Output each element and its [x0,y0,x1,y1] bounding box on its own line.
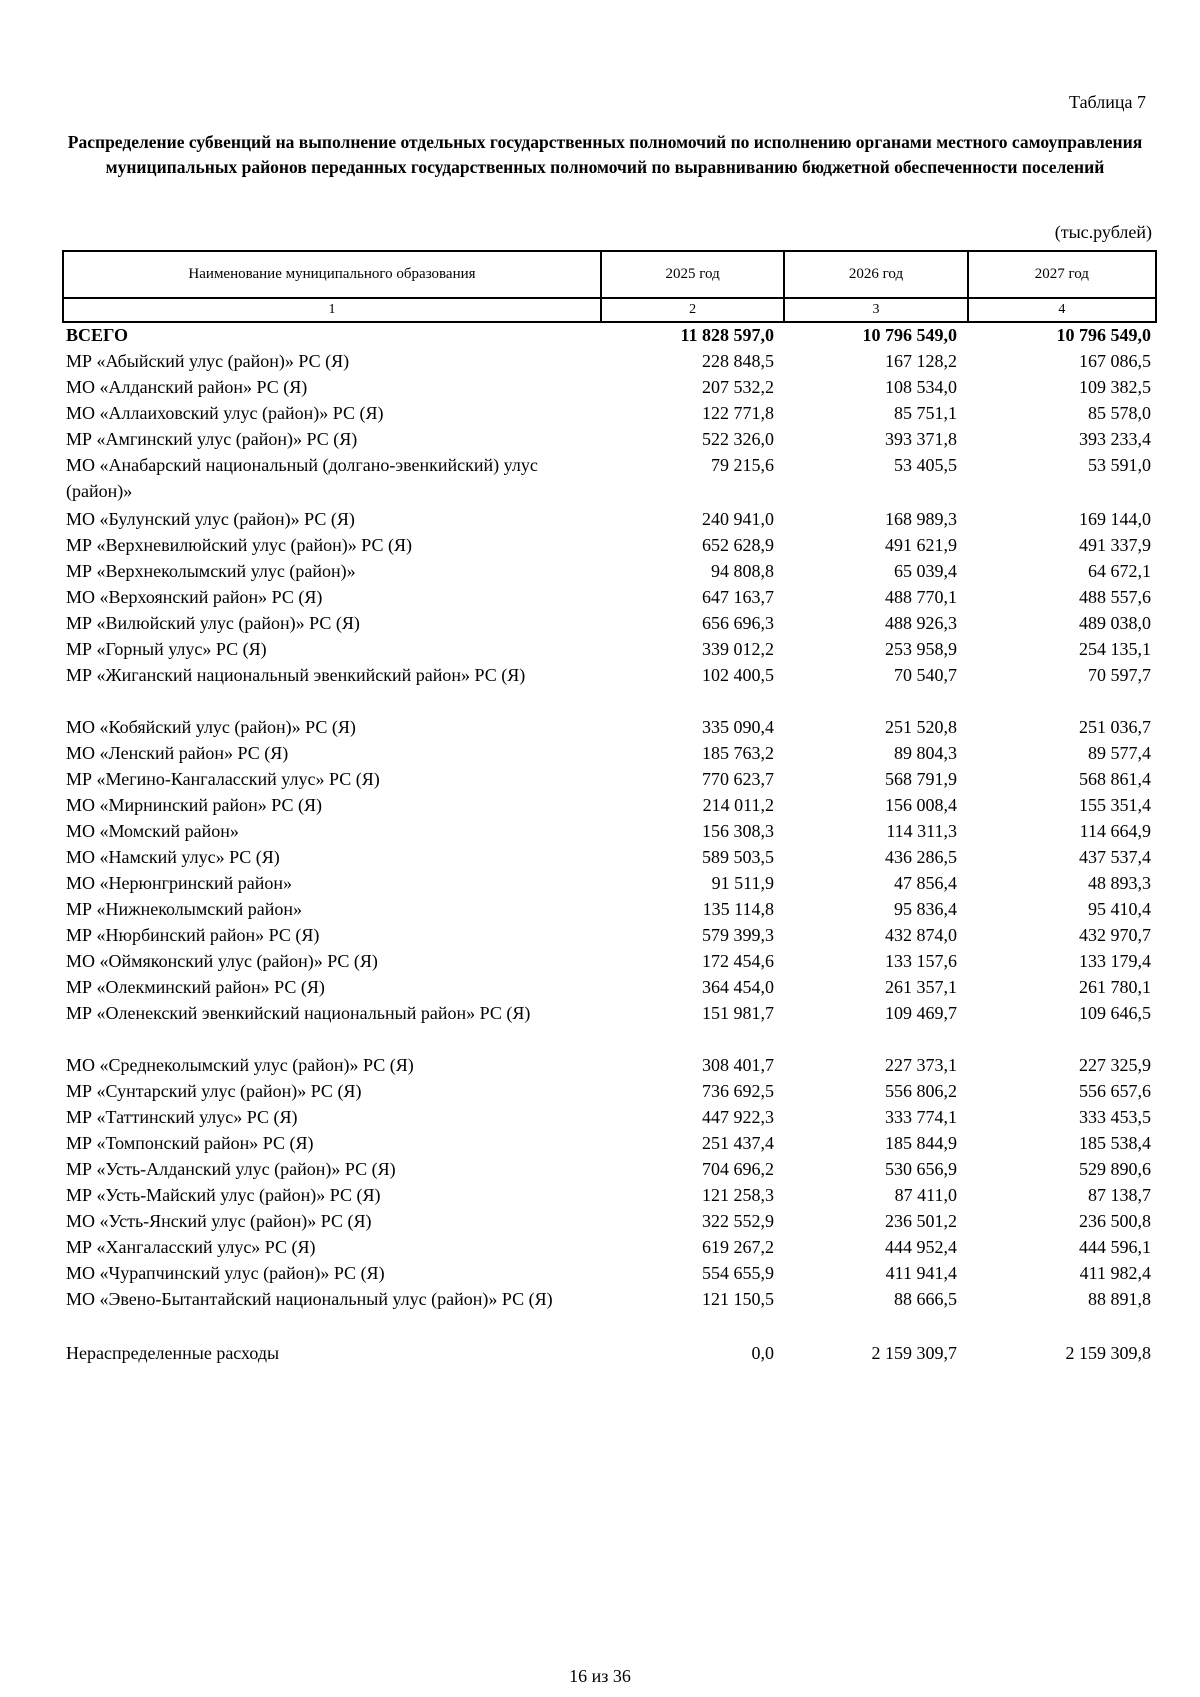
value-2027: 85 578,0 [1088,403,1151,423]
value-2025: 335 090,4 [702,717,774,737]
table-row [62,792,1157,818]
value-2026: 85 751,1 [894,403,957,423]
column-header-2025: 2025 год [601,251,784,298]
row-name: МО «Булунский улус (район)» РС (Я) [66,509,355,529]
value-2027: 411 982,4 [1079,1263,1151,1283]
table-row [62,1208,1157,1234]
value-2025: 589 503,5 [702,847,774,867]
table-row [62,766,1157,792]
value-2027: 489 038,0 [1079,613,1151,633]
value-2026: 393 371,8 [885,429,957,449]
value-2027: 169 144,0 [1079,509,1151,529]
row-name: МР «Вилюйский улус (район)» РС (Я) [66,613,360,633]
row-name: МО «Момский район» [66,821,239,841]
table-row [62,636,1157,662]
value-2027: 529 890,6 [1079,1159,1151,1179]
value-2027: 393 233,4 [1079,429,1151,449]
value-2026: 436 286,5 [885,847,957,867]
value-2025: 0,0 [751,1343,774,1363]
table-body [62,322,1157,1366]
value-2026: 253 958,9 [885,639,957,659]
page-number: 16 из 36 [569,1666,631,1686]
value-2027: 155 351,4 [1079,795,1151,815]
value-2026: 109 469,7 [885,1003,957,1023]
table-row [62,1260,1157,1286]
row-name: МО «Усть-Янский улус (район)» РС (Я) [66,1211,372,1231]
row-name: МР «Усть-Алданский улус (район)» РС (Я) [66,1159,396,1179]
row-name: МР «Мегино-Кангаласский улус» РС (Я) [66,769,380,789]
value-2026: 65 039,4 [894,561,957,581]
row-name: МО «Среднеколымский улус (район)» РС (Я) [66,1055,414,1075]
value-2025: 579 399,3 [702,925,774,945]
value-2027: 114 664,9 [1079,821,1151,841]
value-2026: 556 806,2 [885,1081,957,1101]
value-2026: 70 540,7 [894,665,957,685]
value-2025: 656 696,3 [702,613,774,633]
value-2025: 554 655,9 [702,1263,774,1283]
value-2026: 530 656,9 [885,1159,957,1179]
value-2026: 156 008,4 [885,795,957,815]
value-2027: 556 657,6 [1079,1081,1151,1101]
table-label: Таблица 7 [1069,92,1146,112]
table-row [62,506,1157,532]
value-2025: 91 511,9 [711,873,774,893]
value-2025: 79 215,6 [711,455,774,475]
value-2027: 444 596,1 [1079,1237,1151,1257]
value-2026: 89 804,3 [894,743,957,763]
value-2025: 121 258,3 [702,1185,774,1205]
value-2027: 95 410,4 [1088,899,1151,919]
value-2027: 261 780,1 [1079,977,1151,997]
units-label: (тыс.рублей) [1054,222,1152,242]
table-row [62,558,1157,584]
value-2026: 491 621,9 [885,535,957,555]
value-2026: 488 770,1 [885,587,957,607]
value-2027: 48 893,3 [1088,873,1151,893]
value-2027: 109 646,5 [1079,1003,1151,1023]
value-2025: 121 150,5 [702,1289,774,1309]
value-2027: 236 500,8 [1079,1211,1151,1231]
row-name: МО «Кобяйский улус (район)» РС (Я) [66,717,356,737]
row-name: МО «Верхоянский район» РС (Я) [66,587,323,607]
row-name: МР «Хангаласский улус» РС (Я) [66,1237,316,1257]
row-name: МО «Мирнинский район» РС (Я) [66,795,323,815]
value-2025: 522 326,0 [702,429,774,449]
value-2027: 185 538,4 [1079,1133,1151,1153]
column-header-2026: 2026 год [784,251,967,298]
value-2026: 53 405,5 [894,455,957,475]
table-row [62,1156,1157,1182]
value-2027: 10 796 549,0 [1056,325,1151,345]
row-name: МО «Оймяконский улус (район)» РС (Я) [66,951,378,971]
column-number-4: 4 [968,298,1156,322]
value-2027: 251 036,7 [1079,717,1151,737]
value-2027: 89 577,4 [1088,743,1151,763]
value-2025: 652 628,9 [702,535,774,555]
table-row [62,1286,1157,1340]
column-number-2: 2 [601,298,784,322]
column-number-3: 3 [784,298,967,322]
table-row [62,348,1157,374]
table-row [62,818,1157,844]
table-row [62,1078,1157,1104]
table-row [62,1182,1157,1208]
row-name: МР «Оленекский эвенкийский национальный район» РС (Я) [66,1003,531,1023]
value-2025: 322 552,9 [702,1211,774,1231]
value-2025: 172 454,6 [702,951,774,971]
value-2026: 87 411,0 [894,1185,957,1205]
value-2025: 214 011,2 [702,795,774,815]
value-2026: 133 157,6 [885,951,957,971]
document-title: Распределение субвенций на выполнение отдельных государственных полномочий по исполнению органами местного самоуправления муниципальных районов переданных государственных полномочий по выравниванию бюджетной обеспеченности поселений [67,132,1143,177]
value-2025: 122 771,8 [702,403,774,423]
value-2025: 94 808,8 [711,561,774,581]
table-row [62,974,1157,1000]
table-row [62,714,1157,740]
value-2025: 251 437,4 [702,1133,774,1153]
value-2026: 10 796 549,0 [862,325,957,345]
table-row [62,740,1157,766]
value-2026: 88 666,5 [894,1289,957,1309]
row-name: МР «Горный улус» РС (Я) [66,639,267,659]
row-name: МР «Нижнеколымский район» [66,899,303,919]
value-2027: 254 135,1 [1079,639,1151,659]
row-name: МР «Усть-Майский улус (район)» РС (Я) [66,1185,381,1205]
value-2025: 135 114,8 [702,899,774,919]
value-2025: 102 400,5 [702,665,774,685]
row-name: МО «Чурапчинский улус (район)» РС (Я) [66,1263,385,1283]
value-2025: 185 763,2 [702,743,774,763]
value-2025: 308 401,7 [702,1055,774,1075]
table-row [62,1000,1157,1026]
table-header [62,250,1157,323]
row-name: МР «Томпонский район» РС (Я) [66,1133,314,1153]
value-2027: 333 453,5 [1079,1107,1151,1127]
row-name: МР «Абыйский улус (район)» РС (Я) [66,351,350,371]
value-2027: 488 557,6 [1079,587,1151,607]
value-2027: 53 591,0 [1088,455,1151,475]
value-2026: 108 534,0 [885,377,957,397]
row-name: МР «Таттинский улус» РС (Я) [66,1107,298,1127]
table-row [62,610,1157,636]
value-2025: 207 532,2 [702,377,774,397]
table-row [62,426,1157,452]
table-row [62,844,1157,870]
value-2025: 11 828 597,0 [680,325,774,345]
value-2026: 488 926,3 [885,613,957,633]
value-2026: 168 989,3 [885,509,957,529]
row-name: МР «Сунтарский улус (район)» РС (Я) [66,1081,362,1101]
row-name: МР «Амгинский улус (район)» РС (Я) [66,429,358,449]
value-2026: 167 128,2 [885,351,957,371]
row-name: ВСЕГО [66,325,129,345]
table-row [62,1130,1157,1156]
column-header-name: Наименование муниципального образования [63,251,601,298]
row-name: МО «Намский улус» РС (Я) [66,847,280,867]
value-2026: 47 856,4 [894,873,957,893]
value-2026: 444 952,4 [885,1237,957,1257]
table-row [62,452,1157,506]
table-row [62,1052,1157,1078]
value-2025: 364 454,0 [702,977,774,997]
value-2025: 240 941,0 [702,509,774,529]
value-2026: 236 501,2 [885,1211,957,1231]
row-name: МО «Анабарский национальный (долгано-эвенкийский) улус (район)» [66,455,538,501]
table-row [62,532,1157,558]
value-2025: 647 163,7 [702,587,774,607]
value-2025: 736 692,5 [702,1081,774,1101]
value-2026: 261 357,1 [885,977,957,997]
table-row [62,1340,1157,1366]
value-2026: 432 874,0 [885,925,957,945]
value-2027: 568 861,4 [1079,769,1151,789]
row-name: МР «Верхнеколымский улус (район)» [66,561,356,581]
value-2027: 87 138,7 [1088,1185,1151,1205]
value-2026: 333 774,1 [885,1107,957,1127]
table-row [62,374,1157,400]
table-row [62,400,1157,426]
table-row [62,896,1157,922]
row-name: МР «Нюрбинский район» РС (Я) [66,925,320,945]
value-2027: 432 970,7 [1079,925,1151,945]
value-2026: 114 311,3 [886,821,957,841]
value-2025: 339 012,2 [702,639,774,659]
table-row [62,948,1157,974]
value-2027: 491 337,9 [1079,535,1151,555]
value-2027: 88 891,8 [1088,1289,1151,1309]
total-row [62,322,1157,348]
value-2026: 185 844,9 [885,1133,957,1153]
value-2026: 568 791,9 [885,769,957,789]
value-2025: 447 922,3 [702,1107,774,1127]
value-2027: 64 672,1 [1088,561,1151,581]
row-name: МО «Алданский район» РС (Я) [66,377,308,397]
value-2027: 227 325,9 [1079,1055,1151,1075]
value-2027: 437 537,4 [1079,847,1151,867]
table-row [62,870,1157,896]
row-name: МР «Верхневилюйский улус (район)» РС (Я) [66,535,412,555]
table-row [62,1234,1157,1260]
value-2026: 251 520,8 [885,717,957,737]
table-row [62,922,1157,948]
value-2025: 704 696,2 [702,1159,774,1179]
value-2026: 227 373,1 [885,1055,957,1075]
row-name: МО «Нерюнгринский район» [66,873,292,893]
table-row [62,1104,1157,1130]
value-2027: 70 597,7 [1088,665,1151,685]
row-name: МО «Аллаиховский улус (район)» РС (Я) [66,403,384,423]
value-2027: 2 159 309,8 [1065,1343,1151,1363]
value-2026: 95 836,4 [894,899,957,919]
column-header-2027: 2027 год [968,251,1156,298]
value-2027: 109 382,5 [1079,377,1151,397]
value-2025: 619 267,2 [702,1237,774,1257]
value-2025: 228 848,5 [702,351,774,371]
row-name: МО «Эвено-Бытантайский национальный улус (район)» РС (Я) [66,1289,553,1309]
value-2025: 151 981,7 [702,1003,774,1023]
table-row [62,584,1157,610]
table-row [62,662,1157,688]
value-2027: 133 179,4 [1079,951,1151,971]
column-number-1: 1 [63,298,601,322]
value-2025: 156 308,3 [702,821,774,841]
value-2025: 770 623,7 [702,769,774,789]
row-name: МР «Олекминский район» РС (Я) [66,977,325,997]
row-name: МР «Жиганский национальный эвенкийский район» РС (Я) [66,665,526,685]
value-2026: 411 941,4 [885,1263,957,1283]
value-2026: 2 159 309,7 [871,1343,957,1363]
value-2027: 167 086,5 [1079,351,1151,371]
row-name: Нераспределенные расходы [66,1343,280,1363]
row-name: МО «Ленский район» РС (Я) [66,743,289,763]
